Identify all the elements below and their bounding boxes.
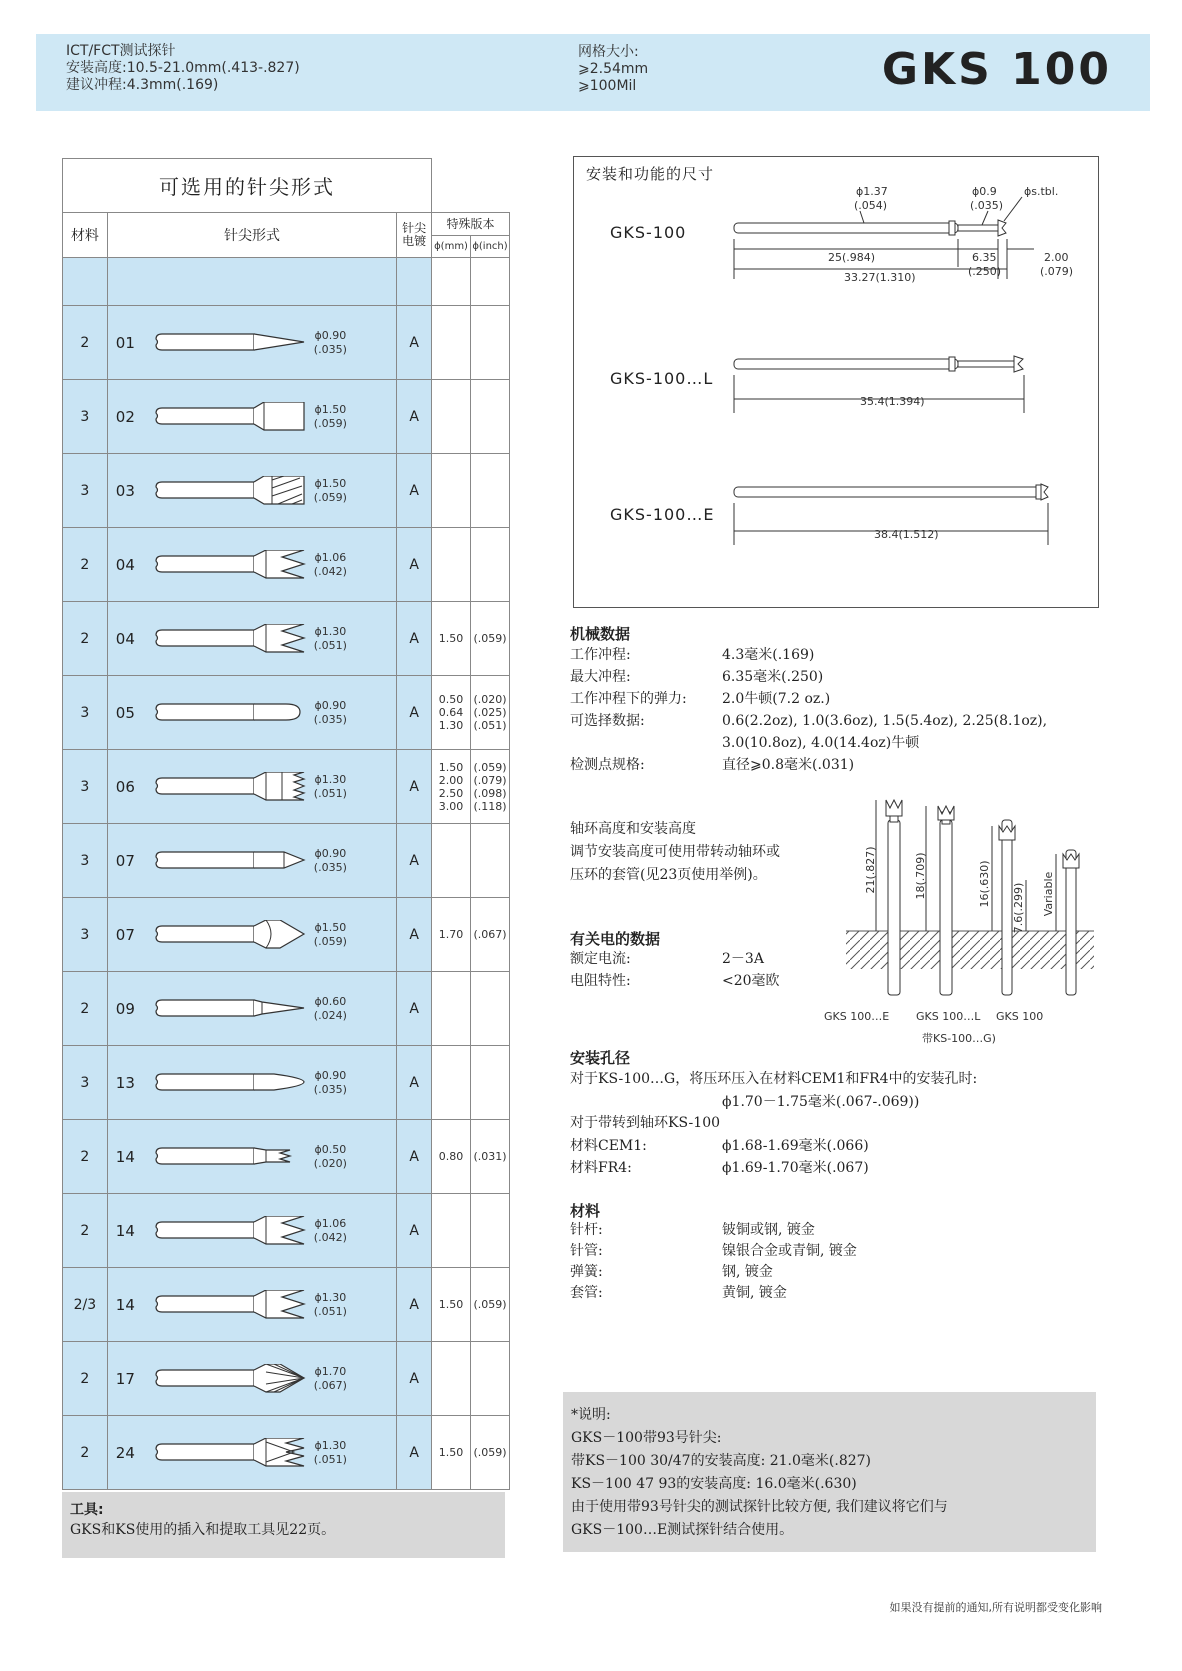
tip-form bbox=[107, 1194, 397, 1268]
tip-number: 14 bbox=[115, 1221, 135, 1240]
note-line3: KS－100 47 93的安装高度: 16.0毫米(.630) bbox=[571, 1476, 857, 1492]
tip-diameter: ϕ0.90 (.035) bbox=[313, 698, 347, 726]
tip-shape-round-icon bbox=[154, 698, 306, 728]
tip-form bbox=[107, 306, 397, 380]
tip-diameter: ϕ1.30 (.051) bbox=[313, 624, 347, 652]
tip-special-mm bbox=[432, 1342, 471, 1416]
tip-row bbox=[63, 1268, 510, 1342]
kv-value: 2－3A bbox=[722, 951, 764, 967]
tip-special-inch bbox=[471, 528, 510, 602]
tip-special-mm: 1.50 bbox=[432, 1268, 471, 1342]
kv-value: 铍铜或钢, 镀金 bbox=[722, 1222, 815, 1238]
material-title: 材料 bbox=[570, 1202, 601, 1220]
tip-number: 09 bbox=[115, 999, 135, 1018]
dim-len200: 2.00 bbox=[1044, 251, 1069, 264]
dim-d137: ϕ1.37 bbox=[856, 185, 888, 198]
tip-diameter: ϕ1.30 (.051) bbox=[313, 772, 347, 800]
tip-number: 06 bbox=[115, 777, 135, 796]
ring-title: 轴环高度和安装高度 bbox=[570, 821, 696, 837]
tip-special-inch: (.059) (.079) (.098) (.118) bbox=[471, 750, 510, 824]
dimension-drawing bbox=[573, 156, 1099, 608]
tip-number: 03 bbox=[115, 481, 135, 500]
ring-height-diagram bbox=[830, 790, 1100, 1030]
dim-len635-in: (.250) bbox=[968, 265, 1002, 278]
header-specs bbox=[66, 43, 300, 94]
tip-shape-star-icon bbox=[154, 1364, 306, 1394]
ring-cap2: GKS 100…L bbox=[916, 1010, 981, 1023]
kv-value: 3.0(10.8oz), 4.0(14.4oz)牛顿 bbox=[722, 735, 920, 751]
dimension-title: 安装和功能的尺寸 bbox=[586, 165, 715, 183]
tip-number: 07 bbox=[115, 851, 135, 870]
tip-shape-knurl-icon bbox=[154, 476, 306, 506]
ring-cap1: GKS 100…E bbox=[824, 1010, 890, 1023]
dim-len200-in: (.079) bbox=[1040, 265, 1074, 278]
dim-d09: ϕ0.9 bbox=[972, 185, 997, 198]
header-line1: ICT/FCT测试探针 bbox=[66, 43, 176, 59]
dim-d09-in: (.035) bbox=[970, 199, 1004, 212]
note-box bbox=[563, 1392, 1096, 1552]
tip-special-mm bbox=[432, 380, 471, 454]
tip-special-mm bbox=[432, 824, 471, 898]
tip-form bbox=[107, 602, 397, 676]
tip-shape-crown3-icon bbox=[154, 550, 306, 580]
tip-row bbox=[63, 1416, 510, 1490]
kv-value: 2.0牛顿(7.2 oz.) bbox=[722, 691, 831, 707]
tip-material: 2 bbox=[63, 306, 108, 380]
tip-special-mm: 0.80 bbox=[432, 1120, 471, 1194]
tip-shape-cone-icon bbox=[154, 328, 306, 358]
tip-special-inch bbox=[471, 1194, 510, 1268]
header-banner bbox=[36, 34, 1150, 111]
dim-len635: 6.35 bbox=[972, 251, 997, 264]
tip-number: 04 bbox=[115, 555, 135, 574]
tip-row bbox=[63, 824, 510, 898]
col-special: 特殊版本 bbox=[432, 213, 510, 236]
probe-label-l: GKS-100…L bbox=[610, 369, 714, 388]
kv-key: 可选择数据: bbox=[570, 713, 645, 729]
tip-special-mm bbox=[432, 1046, 471, 1120]
hole-data bbox=[570, 1135, 1090, 1183]
tip-form bbox=[107, 1416, 397, 1490]
tip-row bbox=[63, 1046, 510, 1120]
tip-special-inch bbox=[471, 1046, 510, 1120]
col-special-inch: ϕ(inch) bbox=[471, 236, 510, 258]
header-grid bbox=[578, 44, 648, 95]
tip-number: 07 bbox=[115, 925, 135, 944]
kv-key: 针杆: bbox=[570, 1222, 603, 1238]
tip-material: 3 bbox=[63, 380, 108, 454]
note-line4: 由于使用带93号针尖的测试探针比较方便, 我们建议将它们与 bbox=[571, 1499, 948, 1515]
kv-value: 4.3毫米(.169) bbox=[722, 647, 815, 663]
tip-special-mm: 0.50 0.64 1.30 bbox=[432, 676, 471, 750]
tip-diameter: ϕ1.50 (.059) bbox=[313, 402, 347, 430]
tip-material: 3 bbox=[63, 1046, 108, 1120]
tip-material: 2 bbox=[63, 1194, 108, 1268]
col-tip-form: 针尖形式 bbox=[107, 213, 397, 258]
kv-value: 0.6(2.2oz), 1.0(3.6oz), 1.5(5.4oz), 2.25(8.1oz), bbox=[722, 713, 1048, 729]
dim-d137-in: (.054) bbox=[854, 199, 888, 212]
header-line2: 安装高度:10.5-21.0mm(.413-.827) bbox=[66, 60, 300, 76]
tip-number: 04 bbox=[115, 629, 135, 648]
kv-key: 材料CEM1: bbox=[570, 1138, 647, 1154]
kv-key: 弹簧: bbox=[570, 1264, 603, 1280]
kv-value: 钢, 镀金 bbox=[722, 1264, 773, 1280]
dim-len354: 35.4(1.394) bbox=[860, 395, 925, 408]
tip-special-inch: (.059) bbox=[471, 602, 510, 676]
tip-row bbox=[63, 306, 510, 380]
kv-key: 电阻特性: bbox=[570, 973, 631, 989]
tip-special-inch bbox=[471, 454, 510, 528]
tip-material: 2 bbox=[63, 1416, 108, 1490]
tip-diameter: ϕ0.90 (.035) bbox=[313, 328, 347, 356]
kv-value: 镍银合金或青铜, 镀金 bbox=[722, 1243, 857, 1259]
tip-material: 2 bbox=[63, 1120, 108, 1194]
kv-key: 最大冲程: bbox=[570, 669, 631, 685]
tip-diameter: ϕ1.06 (.042) bbox=[313, 550, 347, 578]
tip-diameter: ϕ0.60 (.024) bbox=[313, 994, 347, 1022]
tip-material: 2 bbox=[63, 528, 108, 602]
tip-row bbox=[63, 1194, 510, 1268]
tip-special-mm bbox=[432, 306, 471, 380]
kv-key: 套管: bbox=[570, 1285, 603, 1301]
ring-line2: 压环的套管(见23页使用举例)。 bbox=[570, 867, 767, 883]
ring-h5: Variable bbox=[1042, 871, 1055, 917]
tip-shape-crown3-icon bbox=[154, 1290, 306, 1320]
tip-diameter: ϕ1.50 (.059) bbox=[313, 476, 347, 504]
tip-special-inch: (.020) (.025) (.051) bbox=[471, 676, 510, 750]
col-plating: 针尖电镀 bbox=[397, 213, 432, 258]
tip-diameter: ϕ1.50 (.059) bbox=[313, 920, 347, 948]
kv-value: ϕ1.69-1.70毫米(.067) bbox=[722, 1160, 869, 1176]
tip-plating: A bbox=[397, 972, 432, 1046]
tip-row bbox=[63, 1342, 510, 1416]
tip-number: 17 bbox=[115, 1369, 135, 1388]
tip-plating: A bbox=[397, 380, 432, 454]
hole-sub: 对于带转到轴环KS-100 bbox=[570, 1115, 721, 1131]
tip-material: 2/3 bbox=[63, 1268, 108, 1342]
tip-special-mm bbox=[432, 528, 471, 602]
product-logo: GKS 100 bbox=[881, 44, 1112, 95]
tip-number: 14 bbox=[115, 1295, 135, 1314]
tip-row bbox=[63, 750, 510, 824]
dim-len3327: 33.27(1.310) bbox=[844, 271, 916, 284]
probe-dimension-svg bbox=[574, 157, 1100, 609]
tip-special-inch bbox=[471, 306, 510, 380]
tip-number: 24 bbox=[115, 1443, 135, 1462]
probe3-barrel bbox=[734, 487, 1042, 497]
tip-form bbox=[107, 750, 397, 824]
tip-plating: A bbox=[397, 1120, 432, 1194]
tip-row bbox=[63, 898, 510, 972]
grid-value-1: ⩾2.54mm bbox=[578, 61, 649, 77]
tip-material: 3 bbox=[63, 898, 108, 972]
kv-key: 额定电流: bbox=[570, 951, 631, 967]
tip-material: 3 bbox=[63, 454, 108, 528]
kv-value: <20毫欧 bbox=[722, 973, 780, 989]
kv-key: 针管: bbox=[570, 1243, 603, 1259]
tip-special-mm bbox=[432, 454, 471, 528]
tip-table bbox=[62, 158, 510, 1490]
tools-title: 工具: bbox=[70, 1502, 104, 1518]
tip-row bbox=[63, 380, 510, 454]
probe1-barrel bbox=[734, 223, 958, 233]
tip-plating: A bbox=[397, 750, 432, 824]
tip-special-inch bbox=[471, 380, 510, 454]
tip-material: 2 bbox=[63, 602, 108, 676]
tip-plating: A bbox=[397, 898, 432, 972]
kv-key: 材料FR4: bbox=[570, 1160, 632, 1176]
tip-special-inch: (.067) bbox=[471, 898, 510, 972]
tip-row bbox=[63, 1120, 510, 1194]
tip-shape-bigcone-icon bbox=[154, 920, 306, 950]
mech-data bbox=[570, 644, 1090, 784]
probe1-plunger bbox=[958, 225, 998, 231]
tip-special-inch bbox=[471, 972, 510, 1046]
tip-plating: A bbox=[397, 824, 432, 898]
tip-number: 02 bbox=[115, 407, 135, 426]
tip-plating: A bbox=[397, 1416, 432, 1490]
tip-special-mm bbox=[432, 1194, 471, 1268]
tip-diameter: ϕ0.90 (.035) bbox=[313, 846, 347, 874]
tip-shape-crown3-icon bbox=[154, 624, 306, 654]
tip-form bbox=[107, 1268, 397, 1342]
tip-plating: A bbox=[397, 1268, 432, 1342]
tip-number: 05 bbox=[115, 703, 135, 722]
elec-data bbox=[570, 948, 830, 998]
ring-h3: 16(.630) bbox=[978, 860, 991, 908]
dim-dstbl: ϕs.tbl. bbox=[1024, 185, 1059, 198]
tip-plating: A bbox=[397, 676, 432, 750]
tip-number: 13 bbox=[115, 1073, 135, 1092]
header-line3: 建议冲程:4.3mm(.169) bbox=[66, 77, 219, 93]
tip-special-inch bbox=[471, 824, 510, 898]
ring-cap4: 带KS-100…G) bbox=[922, 1032, 996, 1045]
tip-form bbox=[107, 676, 397, 750]
tip-form bbox=[107, 1120, 397, 1194]
grid-value-2: ⩾100Mil bbox=[578, 78, 637, 94]
ring-h1: 21(.827) bbox=[864, 846, 877, 894]
tip-row bbox=[63, 972, 510, 1046]
probe-label-standard: GKS-100 bbox=[610, 223, 687, 242]
tip-special-mm bbox=[432, 972, 471, 1046]
kv-value: 黄铜, 镀金 bbox=[722, 1285, 787, 1301]
note-line1: GKS－100带93号针尖: bbox=[571, 1430, 722, 1446]
hole-line1: 对于KS-100…G，将压环压入在材料CEM1和FR4中的安装孔时: bbox=[570, 1071, 978, 1087]
tip-material: 3 bbox=[63, 750, 108, 824]
dim-len25: 25(.984) bbox=[828, 251, 876, 264]
tip-form bbox=[107, 1046, 397, 1120]
grid-title: 网格大小: bbox=[578, 44, 639, 60]
footer-disclaimer: 如果没有提前的通知,所有说明都受变化影响 bbox=[889, 1601, 1102, 1614]
tip-diameter: ϕ1.30 (.051) bbox=[313, 1438, 347, 1466]
kv-value: ϕ1.68-1.69毫米(.066) bbox=[722, 1138, 869, 1154]
hole-desc bbox=[570, 1068, 1090, 1114]
tip-special-inch bbox=[471, 1342, 510, 1416]
tip-shape-serrated-icon bbox=[154, 772, 306, 802]
tip-form bbox=[107, 454, 397, 528]
hole-line2: ϕ1.70－1.75毫米(.067-.069)) bbox=[722, 1094, 920, 1110]
tip-special-mm: 1.50 bbox=[432, 1416, 471, 1490]
tools-text: GKS和KS使用的插入和提取工具见22页。 bbox=[70, 1522, 336, 1538]
kv-value: 6.35毫米(.250) bbox=[722, 669, 824, 685]
kv-key: 工作冲程下的弹力: bbox=[570, 691, 687, 707]
tip-material: 3 bbox=[63, 824, 108, 898]
tip-shape-bullet-icon bbox=[154, 1068, 306, 1098]
ring-h4: 7.6(.299) bbox=[1012, 882, 1025, 934]
tip-table-title: 可选用的针尖形式 bbox=[63, 159, 432, 213]
tip-special-inch: (.031) bbox=[471, 1120, 510, 1194]
tip-plating: A bbox=[397, 602, 432, 676]
tip-plating: A bbox=[397, 1046, 432, 1120]
mech-title: 机械数据 bbox=[570, 625, 631, 643]
tip-plating: A bbox=[397, 1194, 432, 1268]
tip-shape-crown3-icon bbox=[154, 1216, 306, 1246]
tip-shape-smallcrown-icon bbox=[154, 1142, 306, 1172]
tip-form bbox=[107, 972, 397, 1046]
elec-title: 有关电的数据 bbox=[570, 930, 661, 948]
tip-form bbox=[107, 898, 397, 972]
kv-key: 工作冲程: bbox=[570, 647, 631, 663]
ring-section bbox=[570, 818, 850, 888]
tip-special-inch: (.059) bbox=[471, 1416, 510, 1490]
note-line5: GKS－100…E测试探针结合使用。 bbox=[571, 1522, 794, 1538]
col-material: 材料 bbox=[63, 213, 108, 258]
tip-special-inch: (.059) bbox=[471, 1268, 510, 1342]
probe2-barrel bbox=[734, 359, 958, 369]
tip-plating: A bbox=[397, 454, 432, 528]
tip-diameter: ϕ0.50 (.020) bbox=[313, 1142, 347, 1170]
tools-box bbox=[62, 1492, 505, 1558]
tip-form bbox=[107, 824, 397, 898]
dim-len384: 38.4(1.512) bbox=[874, 528, 939, 541]
tip-diameter: ϕ1.06 (.042) bbox=[313, 1216, 347, 1244]
tip-number: 14 bbox=[115, 1147, 135, 1166]
tip-row bbox=[63, 454, 510, 528]
tip-plating: A bbox=[397, 1342, 432, 1416]
tip-special-mm: 1.50 2.00 2.50 3.00 bbox=[432, 750, 471, 824]
material-data bbox=[570, 1220, 1090, 1312]
tip-material: 2 bbox=[63, 972, 108, 1046]
tip-special-mm: 1.70 bbox=[432, 898, 471, 972]
tip-form bbox=[107, 380, 397, 454]
note-title: *说明: bbox=[571, 1407, 611, 1423]
tip-diameter: ϕ1.30 (.051) bbox=[313, 1290, 347, 1318]
ring-h2: 18(.709) bbox=[914, 852, 927, 900]
tip-plating: A bbox=[397, 528, 432, 602]
note-line2: 带KS－100 30/47的安装高度: 21.0毫米(.827) bbox=[571, 1453, 872, 1469]
col-special-mm: ϕ(mm) bbox=[432, 236, 471, 258]
tip-diameter: ϕ1.70 (.067) bbox=[313, 1364, 347, 1392]
tip-special-mm: 1.50 bbox=[432, 602, 471, 676]
tip-shape-chisel-icon bbox=[154, 846, 306, 876]
tip-form bbox=[107, 528, 397, 602]
tip-shape-crown4-icon bbox=[154, 1438, 306, 1468]
tip-form bbox=[107, 1342, 397, 1416]
tip-material: 2 bbox=[63, 1342, 108, 1416]
hole-title: 安装孔径 bbox=[570, 1049, 631, 1067]
tip-row bbox=[63, 528, 510, 602]
tip-shape-flat-icon bbox=[154, 402, 306, 432]
tip-plating: A bbox=[397, 306, 432, 380]
tip-material: 3 bbox=[63, 676, 108, 750]
probe-label-e: GKS-100…E bbox=[610, 505, 715, 524]
tip-shape-needle-icon bbox=[154, 994, 306, 1024]
tip-row bbox=[63, 602, 510, 676]
tip-number: 01 bbox=[115, 333, 135, 352]
kv-key: 检测点规格: bbox=[570, 757, 645, 773]
tip-diameter: ϕ0.90 (.035) bbox=[313, 1068, 347, 1096]
kv-value: 直径⩾0.8毫米(.031) bbox=[722, 757, 855, 773]
ring-line1: 调节安装高度可使用带转动轴环或 bbox=[570, 844, 780, 860]
ring-cap3: GKS 100 bbox=[996, 1010, 1044, 1023]
tip-row bbox=[63, 676, 510, 750]
